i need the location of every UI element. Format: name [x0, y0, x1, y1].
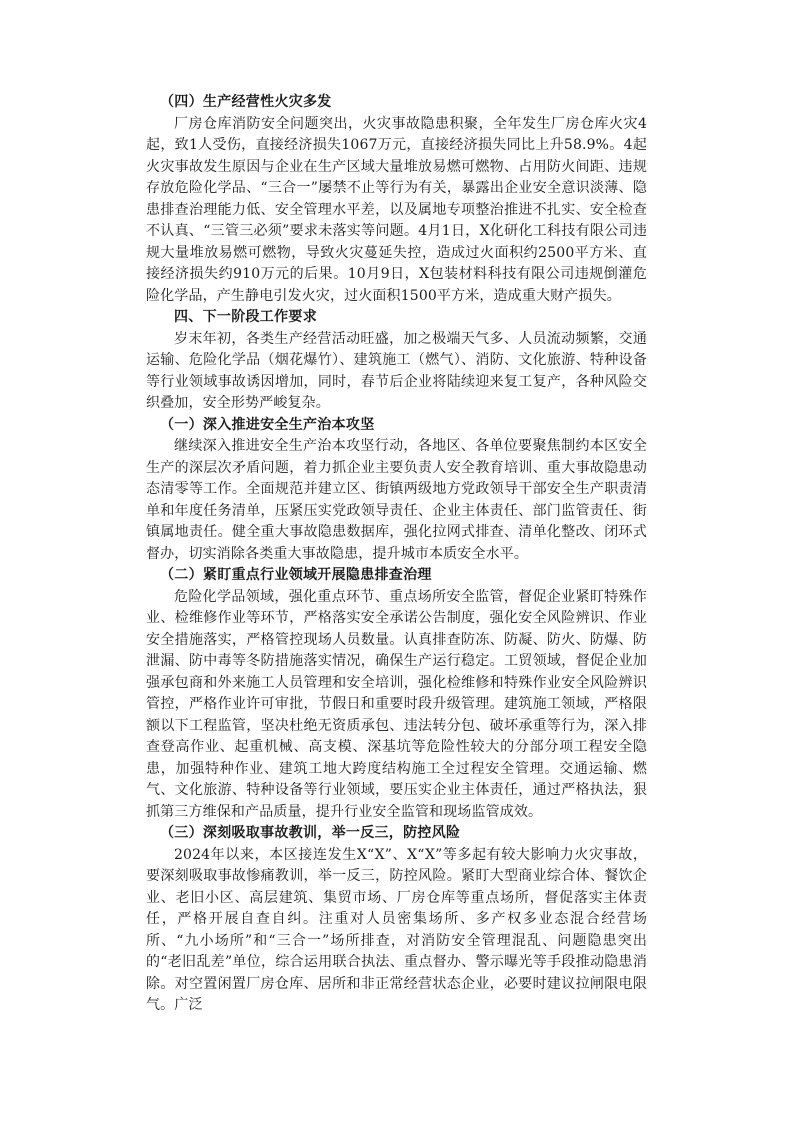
paragraph-fire-accidents: 厂房仓库消防安全问题突出，火灾事故隐患积聚，全年发生厂房仓库火灾4起，致1人受伤，直接经济损失1067万元，直接经济损失同比上升58.9%。4起火灾事故发生原因与企业在生产区域大量堆放易燃可燃物、占用防火间距、违规存放危险化学品、“三合一”屡禁不止等行为有关，暴露出企业安全意识淡薄、隐患排查治理能力低、安全管理水平差，以及属地专项整治推进不扎实、安全检查不认真、“三管三必须”要求未落实等问题。4月1日，X化研化工科技有限公司违规大量堆放易燃可燃物，导致火灾蔓延失控，造成过火面积约2500平方米、直接经济损失约910万元的后果。10月9日，X包装材料科技有限公司违规倒灌危险化学品，产生静电引发火灾，过火面积1500平方米，造成重大财产损失。: [146, 115, 647, 304]
paragraph-hazard-inspection: 危险化学品领域，强化重点环节、重点场所安全监管，督促企业紧盯特殊作业、检维修作业等环节，严格落实安全承诺公告制度，强化安全风险辨识、作业安全措施落实，严格管控现场人员数量。认真排查防冻、防凝、防火、防爆、防泄漏、防中毒等冬防措施落实情况，确保生产运行稳定。工贸领域，督促企业加强承包商和外来施工人员管理和安全培训，强化检维修和特殊作业安全风险辨识管控，严格作业许可审批，节假日和重要时段升级管理。建筑施工领域，严格限额以下工程监管，坚决杜绝无资质承包、违法转分包、破坏承重等行为，深入排查登高作业、起重机械、高支模、深基坑等危险性较大的分部分项工程安全隐患，加强特种作业、建筑工地大跨度结构施工全过程安全管理。交通运输、燃气、文化旅游、特种设备等行业领域，要压实企业主体责任，通过严格执法，狠抓第三方维保和产品质量，提升行业安全监管和现场监管成效。: [146, 588, 647, 820]
chapter-heading-next-stage: 四、下一阶段工作要求: [174, 309, 317, 325]
paragraph-lessons: 2024年以来，本区接连发生X“X”、X“X”等多起有较大影响力火灾事故，要深刻吸取事故惨痛教训，举一反三，防控风险。紧盯大型商业综合体、餐饮企业、老旧小区、高层建筑、集贸市场、厂房仓库等重点场所，督促落实主体责任，严格开展自查自纠。注重对人员密集场所、多产权多业态混合经营场所、“九小场所”和“三合一”场所排查，对消防安全管理混乱、问题隐患突出的“老旧乱差”单位，综合运用联合执法、重点督办、警示曝光等手段推动隐患消除。对空置闲置厂房仓库、居所和非正常经营状态企业，必要时建议拉闸限电限气。广泛: [146, 846, 647, 1013]
section-heading-lessons: （三）深刻吸取事故教训，举一反三，防控风险: [160, 825, 461, 841]
paragraph-root-cause: 继续深入推进安全生产治本攻坚行动，各地区、各单位要聚焦制约本区安全生产的深层次矛盾问题，着力抓企业主要负责人安全教育培训、重大事故隐患动态清零等工作。全面规范并建立区、街镇两级地方党政领导干部安全生产职责清单和年度任务清单，压紧压实党政领导责任、企业主体责任、部门监管责任、街镇属地责任。健全重大事故隐患数据库，强化拉网式排查、清单化整改、闭环式督办，切实消除各类重大事故隐患，提升城市本质安全水平。: [146, 438, 647, 562]
section-heading-hazard-inspection: （二）紧盯重点行业领域开展隐患排查治理: [160, 567, 432, 583]
section-heading-fire-accidents: （四）生产经营性火灾多发: [160, 94, 332, 110]
paragraph-next-stage-intro: 岁末年初，各类生产经营活动旺盛，加之极端天气多、人员流动频繁，交通运输、危险化学品（烟花爆竹）、建筑施工（燃气）、消防、文化旅游、特种设备等行业领域事故诱因增加，同时，春节后企业将陆续迎来复工复产，各种风险交织叠加，安全形势严峻复杂。: [146, 330, 647, 411]
section-heading-root-cause: （一）深入推进安全生产治本攻坚: [160, 416, 375, 433]
